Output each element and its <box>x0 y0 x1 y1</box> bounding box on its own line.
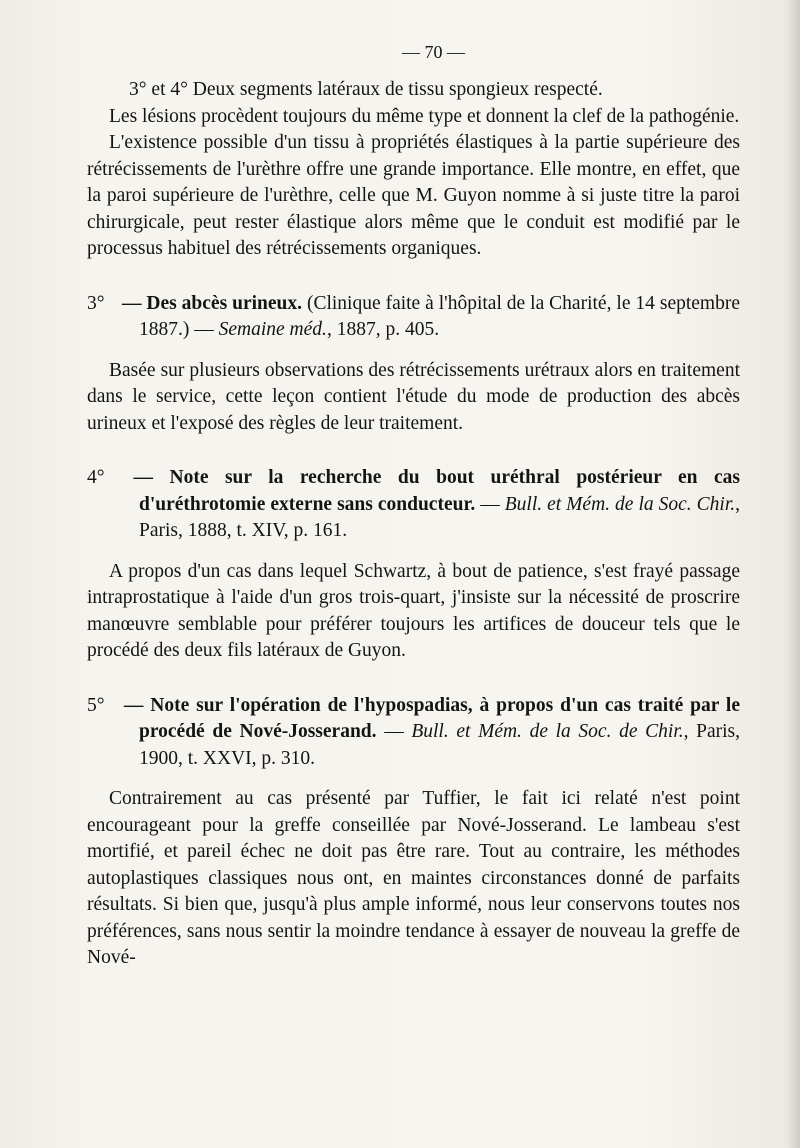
page-number: — 70 — <box>402 42 465 62</box>
entry-ref-journal: Bull. et Mém. de la Soc. de Chir. <box>411 721 684 742</box>
entry-dash: — <box>133 467 153 488</box>
entry-number: 4° <box>87 467 105 488</box>
entry-ref-plain: — <box>384 721 404 742</box>
paragraph-pathogenie: Les lésions procèdent toujours du même type et donnent la clef de la pathogénie. <box>109 105 740 127</box>
entry-dash: — <box>121 292 142 314</box>
entry-number: 3° <box>87 292 105 314</box>
entry-title: Des abcès urineux. <box>146 292 303 314</box>
page-edge-shadow <box>786 0 800 1148</box>
text-line-segments: 3° et 4° Deux segments latéraux de tissu spongieux respecté. <box>129 79 603 100</box>
entry-ref-tail: , 1887, p. 405. <box>326 319 440 340</box>
entry-ref-plain: — <box>480 493 500 515</box>
entry-5 <box>87 693 741 972</box>
entry-body: A propos d'un cas dans lequel Schwartz, à bout de patience, s'est frayé passage intraprostatique à l'aide d'un gros trois-quart, j'insiste sur la nécessité de proscrire manœuvre semblable pour préférer toujours les artifices de douceur tels que le procédé des deux fils latéraux de Guyon. <box>87 560 740 661</box>
entry-body: Contrairement au cas présenté par Tuffier, le fait ici relaté n'est point encourageant pour la greffe conseillée par Nové-Josserand. Le lambeau s'est mortifié, et pareil échec ne doit pas être rare. Tout au contraire, les méthodes autoplastiques classiques nous ont, en maintes circonstances donné de parfaits résultats. Si bien que, jusqu'à plus ample informé, nous leur conservons toutes nos préférences, sans nous sentir la moindre tendance à essayer de nouveau la greffe de Nové- <box>87 788 740 968</box>
entry-title: Note sur l'opération de l'hypospadias, à propos d'un cas traité par le procédé de Nové-Josserand. <box>139 694 740 742</box>
entry-number: 5° <box>87 694 105 716</box>
entry-3 <box>87 291 741 438</box>
entry-dash: — <box>123 694 144 716</box>
entry-heading <box>87 291 740 344</box>
entry-4 <box>87 465 741 665</box>
entry-title: Note sur la recherche du bout uréthral postérieur en cas d'uréthrotomie externe sans conducteur. <box>139 467 741 515</box>
entry-ref-journal: Semaine méd. <box>218 319 327 340</box>
paragraph-elastic-tissue: L'existence possible d'un tissu à propriétés élastiques à la partie supérieure des rétrécissements de l'urèthre offre une grande importance. Elle montre, en effet, que la paroi supérieure de l'urèthre, celle que M. Guyon nomme à si juste titre la paroi chirurgicale, peut rester élastique alors même que le conduit est modifié par le processus habituel des rétrécissements organiques. <box>87 132 740 259</box>
entry-body: Basée sur plusieurs observations des rétrécissements urétraux alors en traitement dans le service, cette leçon contient l'étude du mode de production des abcès urineux et l'exposé des règles de leur traitement. <box>87 359 740 434</box>
entry-ref-tail: , Paris, 1888, t. XIV, p. 161. <box>139 493 741 541</box>
entry-ref-journal: Bull. et Mém. de la Soc. Chir. <box>504 493 736 515</box>
entry-heading <box>87 693 740 773</box>
entry-ref-plain: (Clinique faite à l'hôpital de la Charité, le 14 septembre 1887.) — <box>139 292 741 340</box>
entry-ref-tail: , Paris, 1900, t. XXVI, p. 310. <box>139 721 741 769</box>
entry-heading <box>87 465 740 545</box>
